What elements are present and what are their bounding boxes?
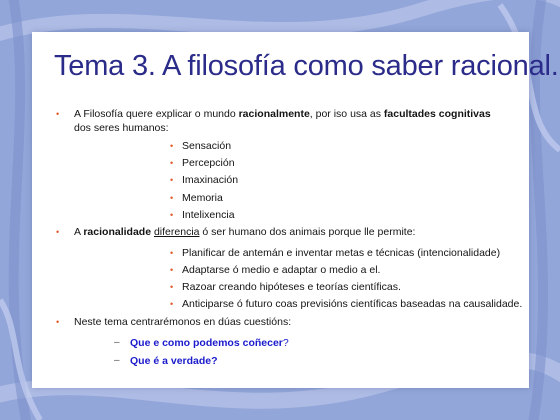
bullet-marker: •: [170, 141, 174, 151]
bullet-marker: •: [170, 193, 174, 203]
bullet-text: dos seres humanos:: [74, 122, 169, 134]
question-text: Que é a verdade?: [130, 355, 218, 367]
sub-item-text: Percepción: [182, 157, 235, 169]
bullet-bold: facultades cognitivas: [383, 108, 491, 120]
bullet-text: , por iso usa as: [309, 108, 384, 120]
sub-item-text: Intelixencia: [182, 209, 235, 221]
bullet-bold: racionalidade: [83, 226, 152, 238]
sub-item-text: Planificar de antemán e inventar metas e técnicas (intencionalidade): [182, 247, 501, 259]
sub-item-text: Anticiparse ó futuro coas previsións científicas baseadas na causalidade.: [182, 298, 523, 310]
question-item: [114, 354, 218, 368]
bullet-marker: •: [170, 265, 174, 275]
bullet-text: ó ser humano dos animais porque lle permite:: [199, 226, 416, 238]
bullet-item-2: [56, 225, 504, 239]
dash-marker: –: [114, 355, 120, 366]
question-text: Que e como podemos coñecer: [130, 337, 283, 349]
sub-item-text: Razoar creando hipóteses e teorías científicas.: [182, 281, 401, 293]
bullet-marker: •: [56, 317, 60, 327]
sub-item-text: Sensación: [182, 140, 232, 152]
bullet-marker: •: [170, 210, 174, 220]
question-tail: ?: [282, 337, 289, 349]
question-item: [114, 336, 289, 350]
bullet-text: A: [74, 226, 84, 238]
sub-item-text: Adaptarse ó medio e adaptar o medio a el.: [182, 264, 381, 276]
slide-panel: [32, 32, 559, 388]
sub-item: [170, 139, 232, 153]
sub-item: [170, 173, 239, 187]
bullet-item-3: [56, 315, 494, 329]
bullet-bold: racionalmente: [238, 108, 310, 120]
bullet-text: A Filosofía quere explicar o mundo: [74, 108, 239, 120]
bullet-marker: •: [56, 227, 60, 237]
slide-title: Tema 3. A filosofía como saber racional.: [54, 50, 559, 82]
sub-item: [170, 156, 235, 170]
bullet-marker: •: [170, 158, 174, 168]
sub-item-text: Imaxinación: [182, 174, 239, 186]
bullet-text: Neste tema centrarémonos en dúas cuestións:: [74, 316, 292, 328]
bullet-marker: •: [56, 109, 60, 119]
bullet-underline: diferencia: [153, 226, 200, 238]
sub-item: [170, 191, 223, 205]
sub-item: [170, 263, 381, 277]
sub-item: [170, 208, 235, 222]
sub-item: [170, 246, 501, 260]
sub-item: [170, 297, 523, 311]
bullet-item-1: [56, 107, 494, 135]
bullet-marker: •: [170, 248, 174, 258]
bullet-marker: •: [170, 175, 174, 185]
bullet-marker: •: [170, 282, 174, 292]
sub-item-text: Memoria: [182, 192, 223, 204]
sub-item: [170, 280, 401, 294]
bullet-marker: •: [170, 299, 174, 309]
dash-marker: –: [114, 337, 120, 348]
